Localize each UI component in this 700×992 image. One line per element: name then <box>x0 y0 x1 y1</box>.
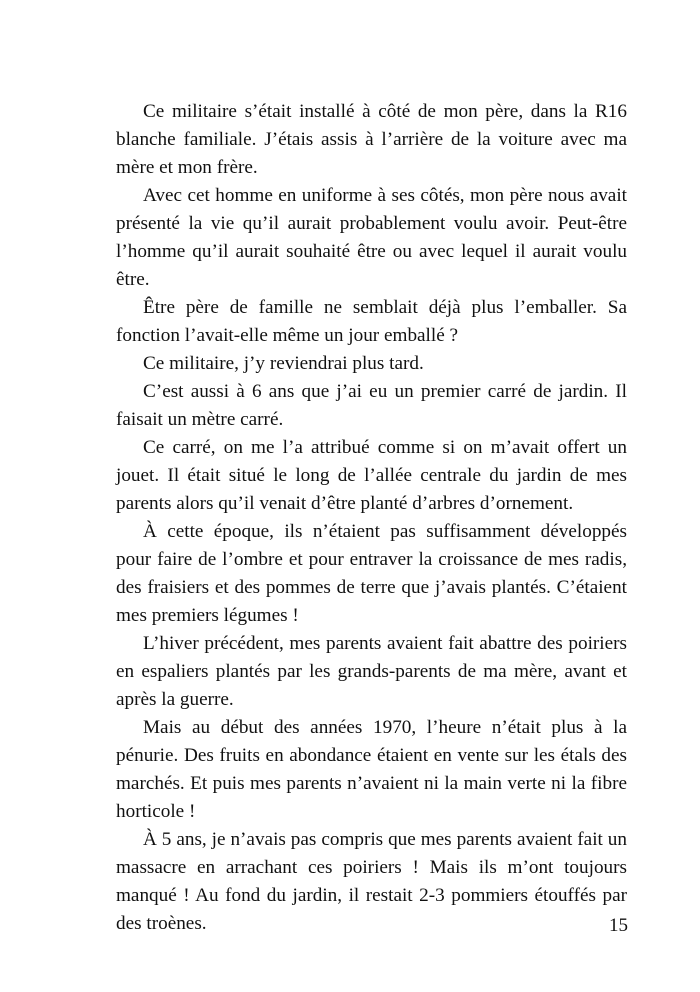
paragraph-7: À cette époque, ils n’étaient pas suffisamment développés pour faire de l’ombre et pour entraver la croissance de mes radis, des fraisiers et des pommes de terre que j’avais plantés. C’étaient mes premiers légumes ! <box>116 521 627 626</box>
page-number: 15 <box>609 915 628 936</box>
paragraph-5: C’est aussi à 6 ans que j’ai eu un premier carré de jardin. Il faisait un mètre carré. <box>116 381 627 430</box>
body-text <box>116 98 627 938</box>
paragraph-8: L’hiver précédent, mes parents avaient fait abattre des poiriers en espaliers plantés par les grands-parents de ma mère, avant et après la guerre. <box>116 633 627 710</box>
paragraph-3: Être père de famille ne semblait déjà plus l’emballer. Sa fonction l’avait-elle même un jour emballé ? <box>116 297 627 346</box>
paragraph-1: Ce militaire s’était installé à côté de mon père, dans la R16 blanche familiale. J’étais assis à l’arrière de la voiture avec ma mère et mon frère. <box>116 101 627 178</box>
paragraph-4: Ce militaire, j’y reviendrai plus tard. <box>143 353 424 374</box>
paragraph-9: Mais au début des années 1970, l’heure n’était plus à la pénurie. Des fruits en abondance étaient en vente sur les étals des marchés. Et puis mes parents n’avaient ni la main verte ni la fibre horticole ! <box>116 717 627 822</box>
paragraph-10: À 5 ans, je n’avais pas compris que mes parents avaient fait un massacre en arrachant ces poiriers ! Mais ils m’ont toujours manqué ! Au fond du jardin, il restait 2-3 pommiers étouffés par des troènes. <box>116 829 627 934</box>
paragraph-2: Avec cet homme en uniforme à ses côtés, mon père nous avait présenté la vie qu’il aurait probablement voulu avoir. Peut-être l’homme qu’il aurait souhaité être ou avec lequel il aurait voulu être. <box>116 185 627 290</box>
paragraph-6: Ce carré, on me l’a attribué comme si on m’avait offert un jouet. Il était situé le long de l’allée centrale du jardin de mes parents alors qu’il venait d’être planté d’arbres d’ornement. <box>116 437 627 514</box>
